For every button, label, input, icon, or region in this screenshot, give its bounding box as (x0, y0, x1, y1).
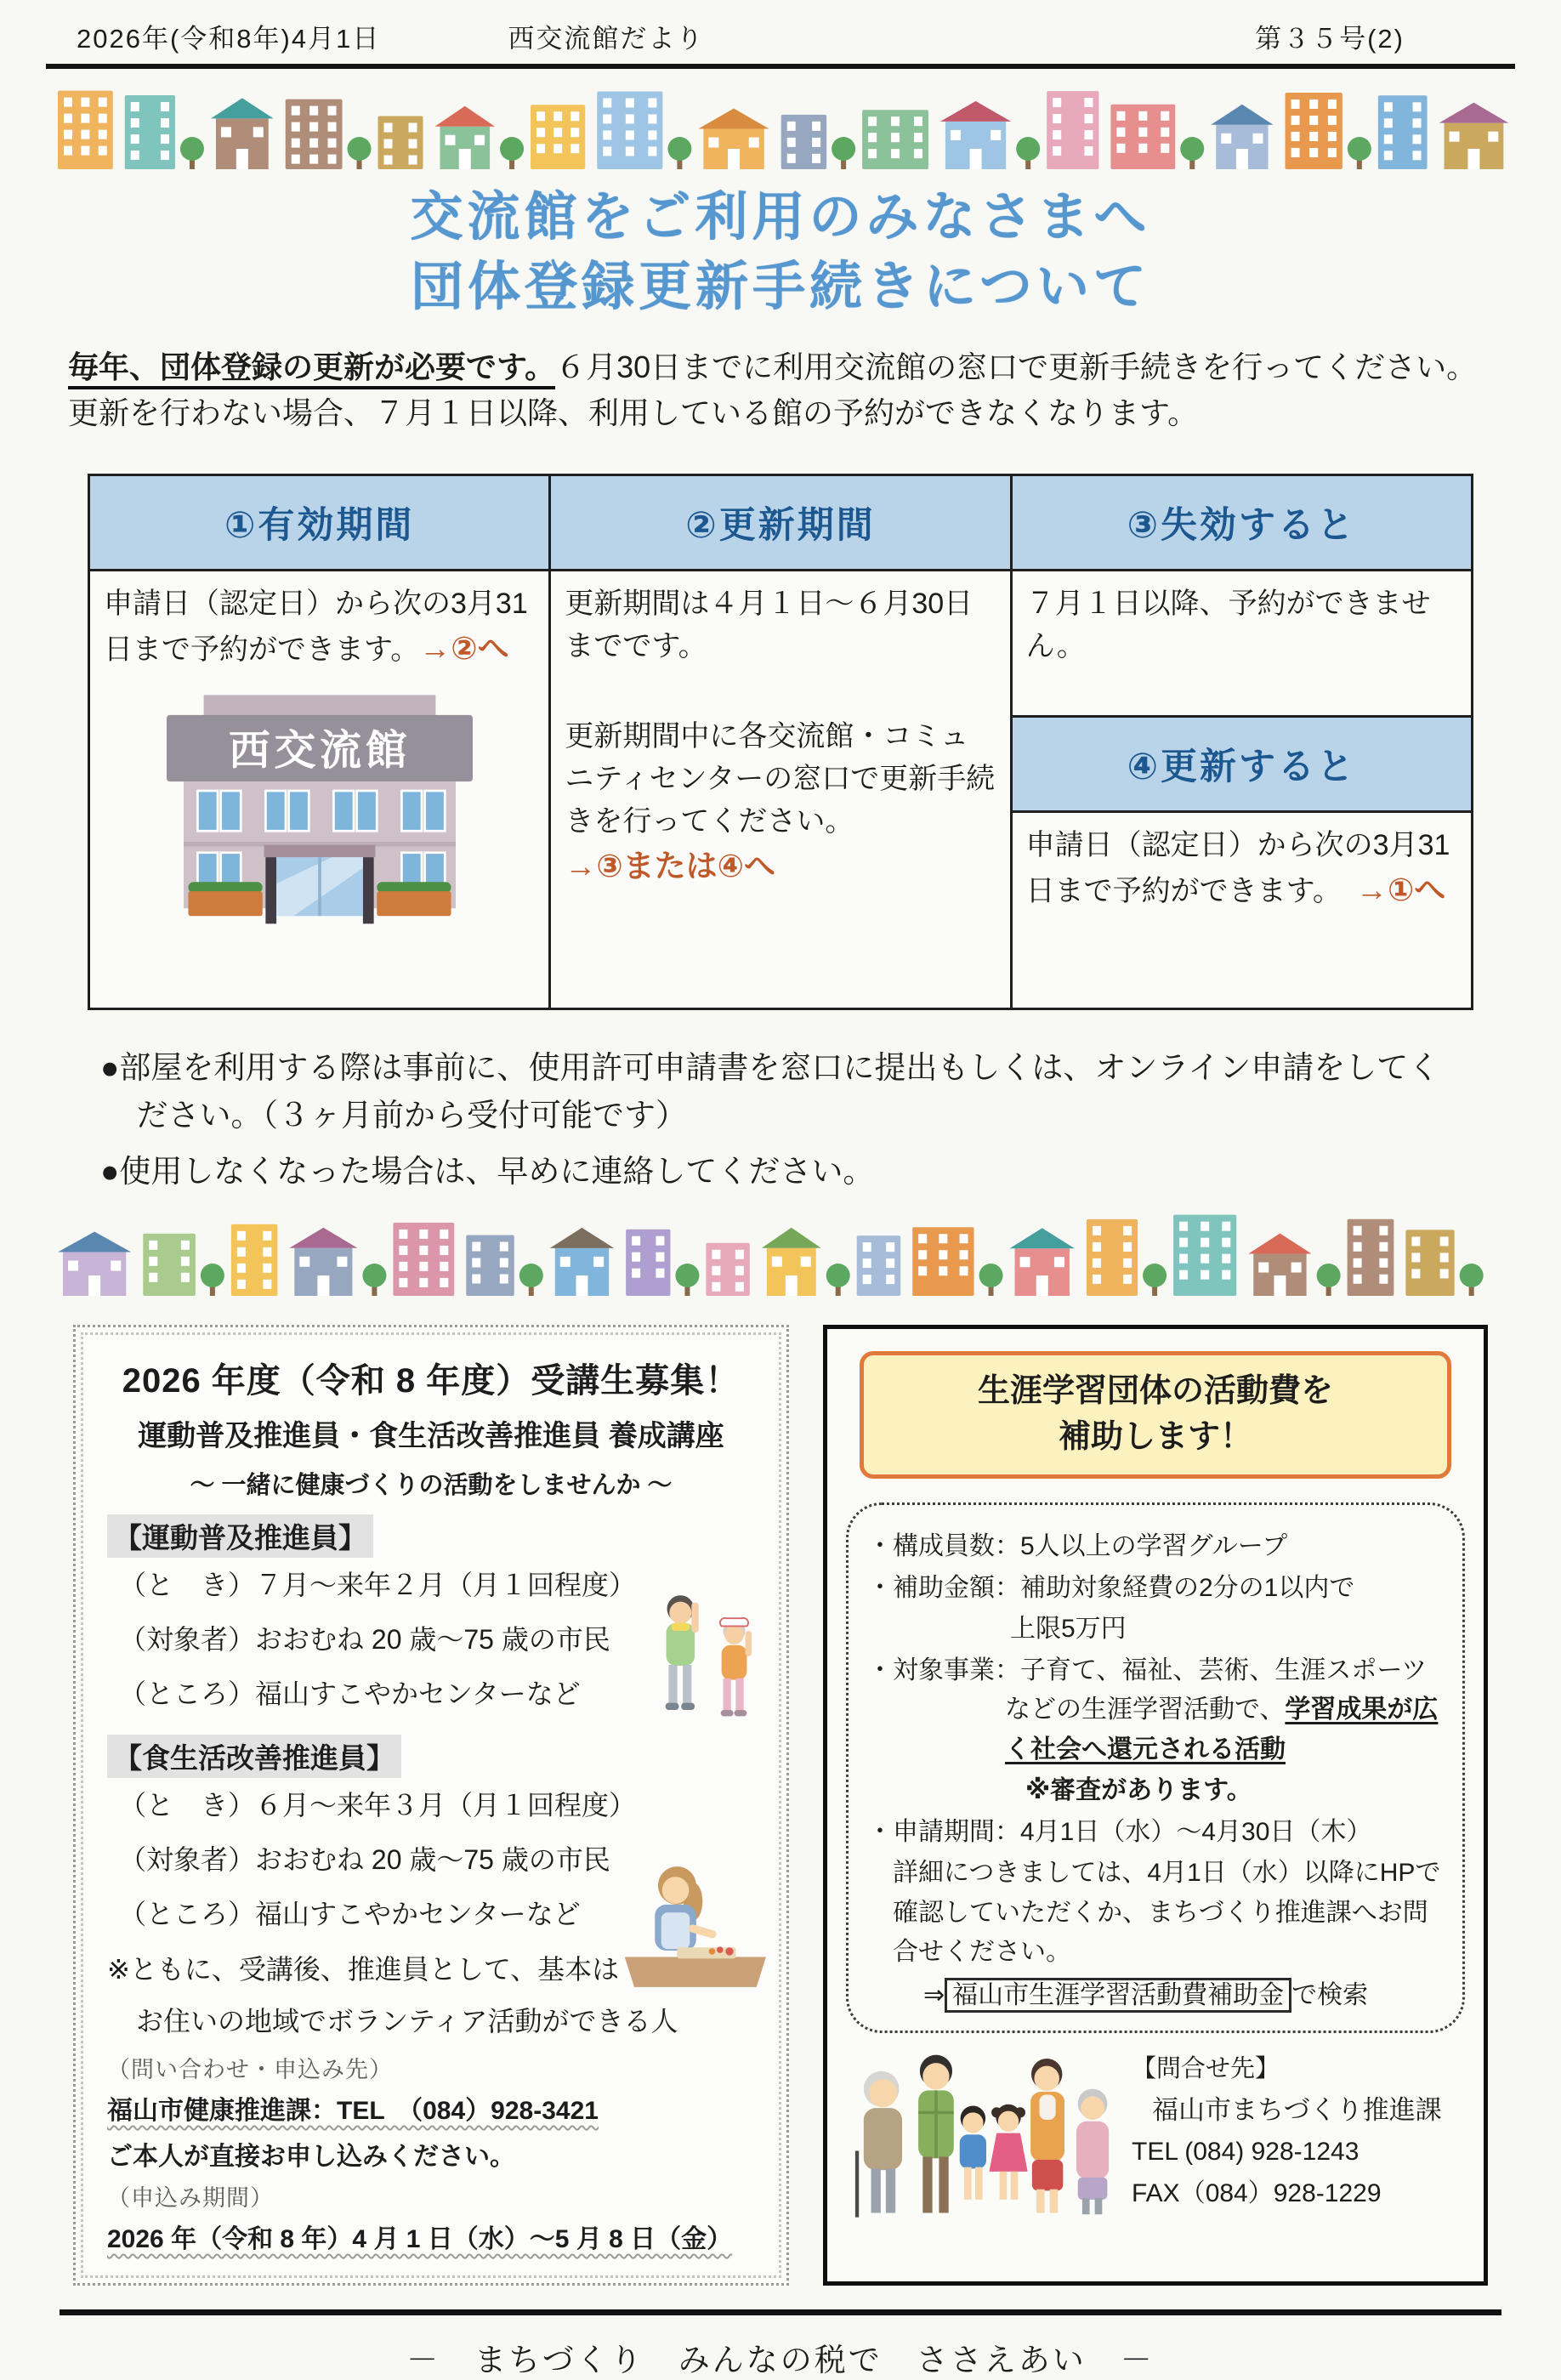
contact-head: 【問合せ先】 (1132, 2054, 1280, 2082)
recruit-tagline: ～ 一緒に健康づくりの活動をしませんか ～ (190, 1472, 673, 1500)
recruit-note-line1: ※ともに、受講後、推進員として、基本は (107, 1954, 620, 1985)
recruit-title: 2026 年度（令和 8 年度）受講生募集！ (122, 1362, 741, 1400)
page-title-line1: 交流館をご利用のみなさまへ (410, 188, 1151, 247)
period-value: 2026 年（令和 8 年）4 月 1 日（水）～5 月 8 日（金） (107, 2225, 733, 2254)
recruit-item: （と き）６月～来年３月（月１回程度） (119, 1790, 637, 1821)
cell-renew (1011, 811, 1472, 1008)
intro-lead: 毎年、団体登録の更新が必要です。 (68, 349, 555, 389)
townscape-illustration (51, 81, 1510, 176)
townscape-illustration (51, 1207, 1510, 1303)
intro-paragraph (68, 344, 1493, 436)
issue-number: 第３５号(2) (1255, 24, 1405, 54)
notes-list (100, 1044, 1461, 1196)
subsidy-members: ・構成員数：5人以上の学習グループ (867, 1532, 1288, 1561)
recruit-item: （対象者）おおむね 20 歳～75 歳の市民 (119, 1844, 610, 1876)
subsidy-contact (1132, 2049, 1442, 2226)
section-head-diet: 【食生活改善推進員】 (107, 1735, 401, 1778)
recruit-item: （ところ）福山すこやかセンターなど (119, 1678, 581, 1710)
renew-arrow: →①へ (1355, 872, 1446, 907)
subsidy-detail-note: 詳細につきましては、4月1日（水）以降にHPで確認していただくか、まちづくり推進課へお問合せください。 (893, 1859, 1441, 1967)
bottom-section (73, 1325, 1488, 2286)
registration-table (88, 474, 1473, 1010)
contact-name: 福山市まちづくり推進課 (1152, 2094, 1442, 2125)
col-renewal-header: ②更新期間 (550, 474, 1011, 570)
subsidy-box (823, 1325, 1488, 2286)
recruit-subtitle: 運動普及推進員・食生活改善推進員 養成講座 (138, 1420, 724, 1453)
contact-fax: FAX（084）928-1229 (1132, 2178, 1382, 2207)
valid-period-text: 申請日（認定日）から次の3月31日まで予約ができます。 (104, 587, 528, 666)
section-head-exercise: 【運動普及推進員】 (107, 1514, 373, 1558)
issue-date: 2026年(令和8年)4月1日 (77, 24, 381, 54)
subsidy-target-text: ・対象事業：子育て、福祉、芸術、生涯スポーツなどの生涯学習活動で、 (867, 1656, 1428, 1724)
contact-label: （問い合わせ・申込み先） (107, 2057, 393, 2083)
subsidy-period: ・申請期間：4月1日（水）～4月30日（木） (867, 1817, 1372, 1846)
subsidy-amount-line1: ・補助金額：補助対象経費の2分の1以内で (867, 1573, 1355, 1602)
cooking-illustration (610, 1855, 777, 1998)
subsidy-header-line1: 生涯学習団体の活動費を (977, 1373, 1333, 1410)
contact-phone: 福山市健康推進課：TEL （084）928-3421 (107, 2097, 599, 2126)
search-keyword: 福山市生涯学習活動費補助金 (945, 1978, 1291, 2013)
col-valid-header: ①有効期間 (89, 474, 550, 570)
subsidy-footer (846, 2042, 1465, 2226)
recruit-item: （と き）７月～来年２月（月１回程度） (119, 1570, 637, 1601)
table-header-row (89, 474, 1473, 570)
table-body-row1 (89, 570, 1473, 716)
recruitment-box (73, 1325, 789, 2286)
col-renew-header: ④更新すると (1011, 716, 1472, 811)
intro-body: ６月30日までに利用交流館の窓口で更新手続きを行ってください。更新を行わない場合、７月１日以降、利用している館の予約ができなくなります。 (68, 349, 1478, 430)
family-illustration (846, 2042, 1127, 2226)
search-suffix: で検索 (1291, 1980, 1369, 2009)
cell-renewal-period (550, 570, 1011, 1008)
recruit-item: （対象者）おおむね 20 歳～75 歳の市民 (119, 1624, 610, 1656)
period-label: （申込み期間） (107, 2185, 274, 2212)
note-item: ●部屋を利用する際は事前に、使用許可申請書を窓口に提出もしくは、オンライン申請をしてください。（３ヶ月前から受付可能です） (100, 1049, 1440, 1133)
renew-text: 申請日（認定日）から次の3月31日まで予約ができます。 (1025, 828, 1450, 907)
footer-slogan: － まちづくり みんなの税で ささえあい － (406, 2343, 1155, 2378)
page-title (46, 183, 1515, 322)
renewal-arrow: →③または④へ (565, 848, 775, 883)
page-title-line2: 団体登録更新手続きについて (411, 257, 1150, 316)
subsidy-header-line2: 補助します！ (1058, 1419, 1252, 1456)
footer-rule (60, 2309, 1501, 2315)
recruit-note-line2: お住いの地域でボランティア活動ができる人 (136, 2005, 678, 2036)
masthead (46, 17, 1515, 69)
subsidy-amount-line2: 上限5万円 (1010, 1615, 1127, 1644)
valid-period-arrow: →②へ (419, 630, 509, 666)
subsidy-search-line (923, 1976, 1444, 2016)
contact-tel: TEL (084) 928-1243 (1132, 2138, 1359, 2167)
subsidy-header (860, 1351, 1451, 1479)
renewal-text2: 更新期間中に各交流館・コミュニティセンターの窓口で更新手続きを行ってください。 (565, 719, 996, 838)
note-item: ●使用しなくなった場合は、早めに連絡してください。 (100, 1154, 875, 1190)
cell-lapse: ７月１日以降、予約ができません。 (1011, 570, 1472, 716)
recruitment-box-inner (81, 1332, 781, 2278)
subsidy-review-note: ※審査があります。 (1025, 1776, 1252, 1805)
community-center-building-illustration (150, 689, 490, 929)
search-arrow-icon: ⇒ (923, 1980, 945, 2009)
cell-valid-period (89, 570, 550, 1008)
subsidy-details (846, 1502, 1465, 2033)
subsidy-target-underline: 学習成果が広く社会へ還元される活動 (1005, 1696, 1439, 1764)
spacer (565, 668, 996, 716)
building-sign-text: 西交流館 (228, 728, 411, 775)
contact-note: ご本人が直接お申し込みください。 (107, 2143, 515, 2172)
recruit-item: （ところ）福山すこやかセンターなど (119, 1899, 581, 1930)
subsidy-target (867, 1651, 1444, 1770)
newsletter-name: 西交流館だより (508, 24, 705, 54)
renewal-text1: 更新期間は４月１日～６月30日までです。 (565, 587, 973, 662)
col-lapse-header: ③失効すると (1011, 474, 1472, 570)
walking-couple-illustration (639, 1587, 774, 1752)
